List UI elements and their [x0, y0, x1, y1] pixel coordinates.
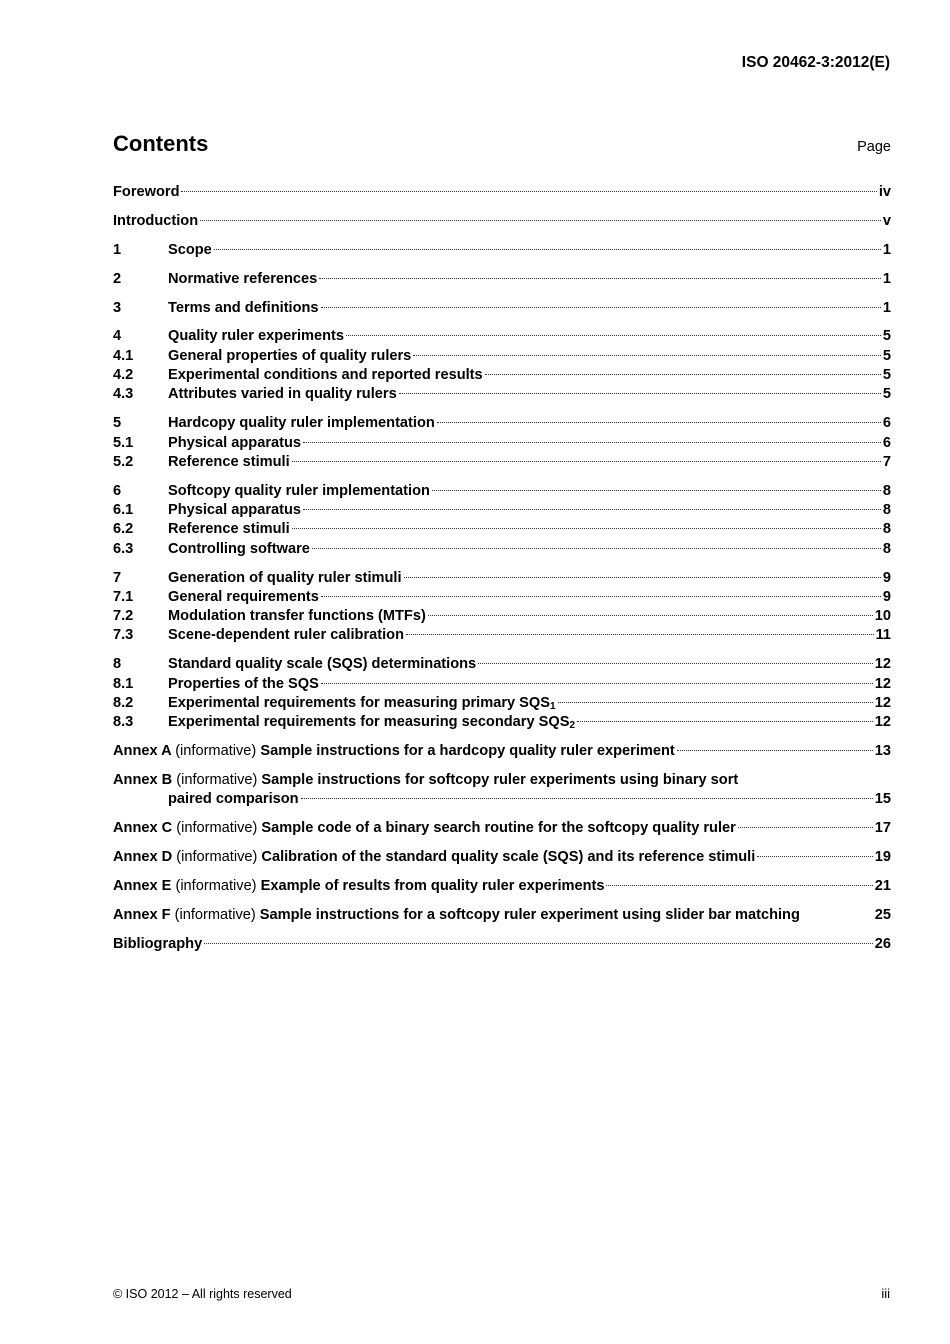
toc-group-2: [113, 270, 891, 289]
toc-entry-page: 6: [882, 434, 891, 451]
dot-leader: [292, 461, 881, 462]
toc-entry-6-2[interactable]: [113, 520, 891, 539]
page-number: iii: [881, 1286, 890, 1301]
toc-entry-number: 6.3: [113, 540, 134, 557]
dot-leader: [437, 422, 881, 423]
dot-leader: [301, 798, 873, 799]
toc-entry-page: 25: [874, 906, 891, 923]
toc-entry-foreword[interactable]: [113, 183, 891, 202]
annex-heading: [113, 906, 800, 925]
toc-entry-page: 11: [875, 627, 891, 644]
toc-entry-1[interactable]: [113, 241, 891, 260]
toc-entry-page: 10: [874, 608, 891, 625]
toc-entry-bibliography[interactable]: [113, 935, 891, 954]
toc-entry-title: Attributes varied in quality rulers: [168, 386, 397, 403]
subscript: 1: [550, 700, 556, 712]
toc-entry-number: 2: [113, 270, 122, 287]
toc-entry-title-text: Experimental requirements for measuring secondary SQS: [168, 714, 570, 731]
toc-entry-number: 5.1: [113, 434, 134, 451]
toc-entry-page: 12: [874, 714, 891, 731]
dot-leader: [321, 307, 881, 308]
toc-entry-annex-b[interactable]: [113, 771, 891, 790]
toc-group-1: [113, 241, 891, 260]
toc-group-annex-a: [113, 742, 891, 761]
dot-leader: [319, 278, 881, 279]
toc-entry-annex-c[interactable]: [113, 819, 891, 838]
dot-leader: [321, 596, 881, 597]
toc-entry-page: 8: [882, 482, 891, 499]
dot-leader: [200, 220, 881, 221]
toc-entry-title: Generation of quality ruler stimuli: [168, 569, 402, 586]
annex-label: Annex C: [113, 820, 173, 837]
toc-group-3: [113, 299, 891, 318]
toc-entry-title: General properties of quality rulers: [168, 347, 412, 364]
toc-entry-title: Softcopy quality ruler implementation: [168, 482, 430, 499]
toc-group-5: [113, 414, 891, 472]
toc-group-annex-e: [113, 877, 891, 896]
annex-title: Example of results from quality ruler experiments: [260, 877, 605, 894]
toc-entry-number: 8.3: [113, 714, 134, 731]
dot-leader: [303, 442, 881, 443]
toc-entry-number: 8.2: [113, 694, 134, 711]
toc-entry-annex-e[interactable]: [113, 877, 891, 896]
dot-leader: [478, 663, 873, 664]
toc-entry-7-2[interactable]: [113, 607, 891, 626]
dot-leader: [738, 827, 873, 828]
toc-entry-page: 5: [882, 328, 891, 345]
toc-entry-number: 4.2: [113, 367, 134, 384]
toc-entry-page: iv: [878, 184, 891, 200]
toc-entry-6-1[interactable]: [113, 501, 891, 520]
dot-leader: [214, 249, 881, 250]
toc-entry-page: 12: [874, 656, 891, 673]
toc-entry-page: 13: [874, 743, 891, 760]
toc-entry-4[interactable]: [113, 327, 891, 346]
toc-entry-title: Physical apparatus: [168, 502, 302, 519]
annex-label: Annex F: [113, 906, 171, 923]
toc-entry-page: 5: [882, 347, 891, 364]
subscript: 2: [569, 720, 576, 732]
toc-entry-6[interactable]: [113, 482, 891, 501]
annex-kind: (informative): [175, 743, 257, 760]
toc-entry-number: 5.2: [113, 453, 134, 470]
dot-leader: [413, 355, 881, 356]
dot-leader: [677, 750, 873, 751]
toc-entry-title: Controlling software: [168, 540, 310, 557]
toc-group-foreword: [113, 183, 891, 202]
toc-entry-title: Standard quality scale (SQS) determinations: [168, 656, 477, 673]
dot-leader: [292, 528, 881, 529]
toc-entry-title: General requirements: [168, 588, 319, 605]
document-id: ISO 20462-3:2012(E): [741, 54, 890, 71]
toc-entry-page: 8: [882, 502, 891, 519]
annex-kind: (informative): [175, 877, 257, 894]
annex-heading: [113, 848, 755, 867]
toc-entry-5-2[interactable]: [113, 453, 891, 472]
toc-group-introduction: [113, 212, 891, 231]
toc-entry-title: Reference stimuli: [168, 453, 290, 470]
toc-entry-title: Scope: [168, 241, 212, 258]
dot-leader: [346, 335, 881, 336]
dot-leader: [321, 683, 873, 684]
toc-entry-page: 7: [882, 453, 891, 470]
toc-entry-annex-f[interactable]: [113, 906, 891, 925]
dot-leader: [577, 721, 873, 722]
toc-entry-8[interactable]: [113, 655, 891, 674]
toc-entry-title: [168, 713, 575, 732]
toc-entry-2[interactable]: [113, 270, 891, 289]
toc-entry-number: 7.1: [113, 588, 134, 605]
contents-title: Contents: [113, 131, 209, 156]
toc-entry-title: Experimental conditions and reported results: [168, 367, 483, 384]
dot-leader: [404, 577, 881, 578]
toc-entry-page: 1: [882, 241, 891, 258]
toc-entry-page: 12: [874, 675, 891, 692]
toc-entry-title: Hardcopy quality ruler implementation: [168, 415, 435, 432]
toc-entry-page: 8: [882, 521, 891, 538]
toc-entry-number: 8: [113, 656, 122, 673]
annex-label: Annex E: [113, 877, 172, 894]
toc-entry-title: Reference stimuli: [168, 521, 290, 538]
toc-entry-title: Scene-dependent ruler calibration: [168, 627, 404, 644]
toc-entry-introduction[interactable]: [113, 212, 891, 231]
toc-entry-page: 17: [874, 820, 891, 837]
toc-entry-number: 6.2: [113, 521, 134, 538]
toc-entry-page: 8: [882, 540, 891, 557]
dot-leader: [406, 634, 874, 635]
annex-heading: [113, 877, 604, 896]
toc-entry-title: Introduction: [113, 212, 199, 229]
annex-label: Annex A: [113, 743, 172, 760]
annex-heading: [113, 819, 736, 838]
toc-entry-page: 19: [874, 849, 891, 866]
annex-title: Calibration of the standard quality scale (SQS) and its reference stimuli: [261, 849, 756, 866]
toc-entry-number: 6.1: [113, 502, 134, 519]
toc-group-annex-f: [113, 906, 891, 925]
toc-entry-number: 3: [113, 299, 122, 316]
toc-entry-number: 1: [113, 241, 122, 258]
toc-entry-6-3[interactable]: [113, 540, 891, 559]
annex-heading: [113, 742, 675, 761]
toc-entry-8-3[interactable]: [113, 713, 891, 732]
annex-kind: (informative): [176, 849, 258, 866]
toc-entry-annex-b-cont[interactable]: [113, 790, 891, 809]
toc-entry-title: Physical apparatus: [168, 434, 302, 451]
toc-group-8: [113, 655, 891, 732]
toc-entry-page: 5: [882, 367, 891, 384]
toc-group-7: [113, 569, 891, 646]
toc-entry-number: 6: [113, 482, 122, 499]
toc-entry-8-2[interactable]: [113, 694, 891, 713]
toc-entry-4-3[interactable]: [113, 385, 891, 404]
toc-group-6: [113, 482, 891, 559]
toc-entry-4-1[interactable]: [113, 347, 891, 366]
toc-entry-number: 7: [113, 569, 122, 586]
dot-leader: [428, 615, 873, 616]
toc-entry-page: 15: [874, 791, 891, 808]
toc-entry-title: [168, 694, 556, 713]
dot-leader: [606, 885, 872, 886]
dot-leader: [432, 490, 881, 491]
dot-leader: [485, 374, 881, 375]
toc-entry-page: 9: [882, 569, 891, 586]
toc-entry-title: Bibliography: [113, 935, 203, 952]
dot-leader: [312, 548, 881, 549]
toc-entry-8-1[interactable]: [113, 675, 891, 694]
toc-entry-page: 21: [874, 877, 891, 894]
toc-entry-7-1[interactable]: [113, 588, 891, 607]
dot-leader: [303, 509, 881, 510]
annex-kind: (informative): [174, 906, 256, 923]
annex-kind: (informative): [176, 771, 258, 788]
toc-entry-7[interactable]: [113, 569, 891, 588]
toc-entry-annex-d[interactable]: [113, 848, 891, 867]
toc-entry-page: 6: [882, 415, 891, 432]
toc-entry-page: v: [882, 212, 891, 229]
toc-entry-page: 1: [882, 270, 891, 287]
toc-group-annex-c: [113, 819, 891, 838]
annex-title: Sample code of a binary search routine for the softcopy quality ruler: [261, 820, 736, 837]
toc-entry-title: Terms and definitions: [168, 299, 319, 316]
toc-group-bibliography: [113, 935, 891, 954]
copyright-notice: © ISO 2012 – All rights reserved: [113, 1287, 292, 1301]
annex-label: Annex D: [113, 849, 173, 866]
toc-entry-page: 9: [882, 588, 891, 605]
toc-entry-title: Foreword: [113, 184, 180, 200]
annex-title: Sample instructions for a softcopy ruler experiment using slider bar matching: [259, 906, 800, 923]
annex-title: Sample instructions for softcopy ruler experiments using binary sort: [261, 771, 739, 788]
toc-entry-7-3[interactable]: [113, 626, 891, 645]
toc-entry-title: Normative references: [168, 270, 318, 287]
dot-leader: [181, 191, 876, 192]
toc-entry-page: 1: [882, 299, 891, 316]
toc-entry-title: Quality ruler experiments: [168, 328, 345, 345]
toc-entry-page: 12: [874, 694, 891, 711]
toc-entry-title: Modulation transfer functions (MTFs): [168, 608, 426, 625]
toc-entry-number: 5: [113, 415, 122, 432]
toc-entry-3[interactable]: [113, 299, 891, 318]
toc-entry-annex-a[interactable]: [113, 742, 891, 761]
annex-title: Sample instructions for a hardcopy quality ruler experiment: [260, 743, 675, 760]
toc-group-4: [113, 327, 891, 404]
toc-entry-title-text: Experimental requirements for measuring primary SQS: [168, 694, 550, 711]
dot-leader: [558, 702, 873, 703]
annex-title-continued: paired comparison: [168, 791, 299, 808]
toc-entry-5-1[interactable]: [113, 434, 891, 453]
table-of-contents: [113, 183, 891, 964]
toc-entry-number: 7.3: [113, 627, 134, 644]
toc-entry-page: 26: [874, 935, 891, 952]
annex-label: Annex B: [113, 771, 173, 788]
toc-group-annex-d: [113, 848, 891, 867]
toc-entry-number: 4.1: [113, 347, 134, 364]
toc-group-annex-b: [113, 771, 891, 810]
toc-entry-number: 4: [113, 328, 122, 345]
toc-entry-4-2[interactable]: [113, 366, 891, 385]
annex-kind: (informative): [176, 820, 258, 837]
toc-entry-number: 8.1: [113, 675, 134, 692]
dot-leader: [757, 856, 872, 857]
toc-entry-5[interactable]: [113, 414, 891, 433]
toc-entry-number: 4.3: [113, 386, 134, 403]
dot-leader: [204, 943, 873, 944]
toc-entry-title: Properties of the SQS: [168, 675, 319, 692]
toc-entry-number: 7.2: [113, 608, 134, 625]
page-column-label: Page: [857, 139, 891, 155]
toc-entry-page: 5: [882, 386, 891, 403]
dot-leader: [399, 393, 881, 394]
